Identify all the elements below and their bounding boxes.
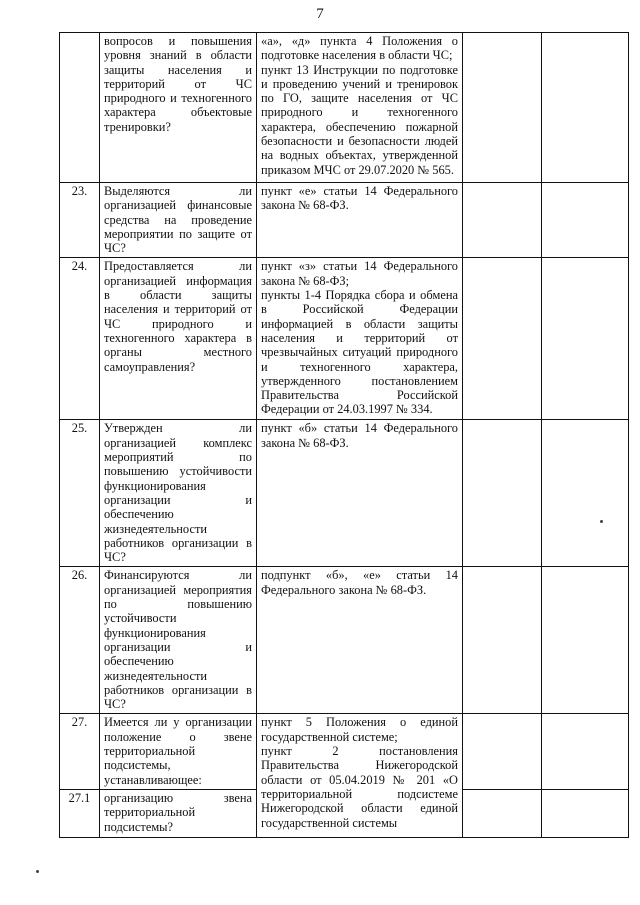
requirement-cell: подпункт «б», «е» статьи 14 Федерального закона № 68-ФЗ.	[257, 567, 463, 714]
row-number: 26.	[60, 567, 100, 714]
row-number: 24.	[60, 258, 100, 420]
table-row	[60, 567, 629, 714]
question-cell: Предоставляется ли организацией информация в области защиты населения и территорий от ЧС природного и техногенного характера в органы местного самоуправления?	[100, 258, 257, 420]
page-number: 7	[316, 6, 324, 22]
checklist-table	[59, 32, 629, 838]
row-number	[60, 33, 100, 183]
requirement-cell: пункт «б» статьи 14 Федерального закона № 68-ФЗ.	[257, 420, 463, 567]
table-row	[60, 714, 629, 789]
answer-cell	[463, 420, 542, 567]
question-cell: вопросов и повышения уровня знаний в области защиты населения и территорий от ЧС природного и техногенного характера объектовые тренировки?	[100, 33, 257, 183]
table-row	[60, 420, 629, 567]
note-cell	[542, 183, 629, 258]
answer-cell	[463, 714, 542, 789]
row-number: 25.	[60, 420, 100, 567]
answer-cell	[463, 33, 542, 183]
answer-cell	[463, 789, 542, 837]
row-number: 27.	[60, 714, 100, 789]
question-cell: Утвержден ли организацией комплекс мероприятий по повышению устойчивости функционирования организации и обеспечению жизнедеятельности работников организации в ЧС?	[100, 420, 257, 567]
requirement-cell: пункт «е» статьи 14 Федерального закона № 68-ФЗ.	[257, 183, 463, 258]
question-cell: Финансируются ли организацией мероприятия по повышению устойчивости функционирования организации и обеспечению жизнедеятельности работников организации в ЧС?	[100, 567, 257, 714]
row-number: 23.	[60, 183, 100, 258]
table-row	[60, 33, 629, 183]
scan-speck	[36, 870, 39, 873]
note-cell	[542, 33, 629, 183]
row-number: 27.1	[60, 789, 100, 837]
note-cell	[542, 420, 629, 567]
table-row	[60, 258, 629, 420]
question-cell: Имеется ли у организации положение о звене территориальной подсистемы, устанавливающее:	[100, 714, 257, 789]
answer-cell	[463, 258, 542, 420]
answer-cell	[463, 567, 542, 714]
table-row	[60, 183, 629, 258]
note-cell	[542, 789, 629, 837]
question-cell: организацию звена территориальной подсистемы?	[100, 789, 257, 837]
note-cell	[542, 567, 629, 714]
scan-speck	[600, 520, 603, 523]
question-cell: Выделяются ли организацией финансовые средства на проведение мероприятии по защите от ЧС?	[100, 183, 257, 258]
requirement-cell: пункт «з» статьи 14 Федерального закона № 68-ФЗ; пункты 1-4 Порядка сбора и обмена в Российской Федерации информацией в области защиты населения и территорий от чрезвычайных ситуаций природного и техногенного характера, утвержденного постановлением Правительства Российской Федерации от 24.03.1997 № 334.	[257, 258, 463, 420]
note-cell	[542, 714, 629, 789]
requirement-cell: пункт 5 Положения о единой государственной системе; пункт 2 постановления Правительства Нижегородской области от 05.04.2019 № 201 «О территориальной подсистеме Нижегородской области единой государственной системы	[257, 714, 463, 837]
note-cell	[542, 258, 629, 420]
answer-cell	[463, 183, 542, 258]
requirement-cell: «а», «д» пункта 4 Положения о подготовке населения в области ЧС; пункт 13 Инструкции по подготовке и проведению учений и тренировок по ГО, защите населения от ЧС природного и техногенного характера, обеспечению пожарной безопасности и безопасности людей на водных объектах, утвержденной приказом МЧС от 29.07.2020 № 565.	[257, 33, 463, 183]
